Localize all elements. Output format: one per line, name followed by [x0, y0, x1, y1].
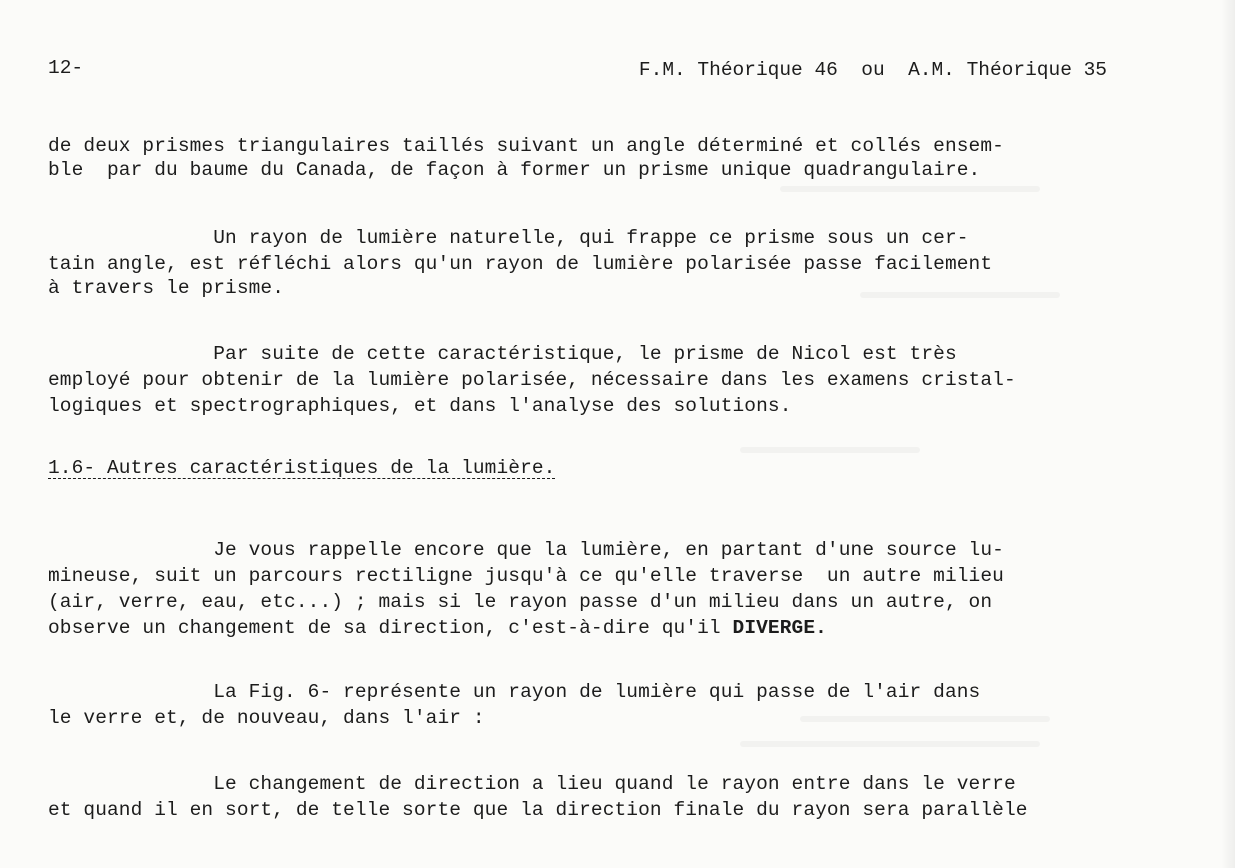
show-through-mark: [740, 447, 920, 453]
body-line: Par suite de cette caractéristique, le prisme de Nicol est très: [48, 343, 957, 365]
body-line: Le changement de direction a lieu quand le rayon entre dans le verre: [48, 773, 1016, 795]
page-number: 12-: [48, 57, 84, 79]
body-line: mineuse, suit un parcours rectiligne jusqu'à ce qu'elle traverse un autre milieu: [48, 565, 1004, 587]
emphasis-diverge: DIVERGE.: [732, 617, 827, 639]
body-line: et quand il en sort, de telle sorte que la direction finale du rayon sera parallèle: [48, 799, 1028, 821]
body-line: [48, 616, 827, 640]
show-through-mark: [800, 716, 1050, 722]
running-title: F.M. Théorique 46 ou A.M. Théorique 35: [638, 59, 1107, 81]
body-line: (air, verre, eau, etc...) ; mais si le rayon passe d'un milieu dans un autre, on: [48, 591, 993, 613]
show-through-mark: [780, 186, 1040, 192]
body-line: La Fig. 6- représente un rayon de lumière qui passe de l'air dans: [48, 681, 981, 703]
body-line: logiques et spectrographiques, et dans l'analyse des solutions.: [48, 395, 792, 417]
body-line: tain angle, est réfléchi alors qu'un rayon de lumière polarisée passe facilement: [48, 253, 993, 275]
body-line: ble par du baume du Canada, de façon à former un prisme unique quadrangulaire.: [48, 159, 981, 181]
section-heading-text: 1.6- Autres caractéristiques de la lumière.: [48, 457, 556, 479]
body-line: à travers le prisme.: [48, 277, 285, 299]
body-line: le verre et, de nouveau, dans l'air :: [48, 707, 485, 729]
body-line: employé pour obtenir de la lumière polarisée, nécessaire dans les examens cristal-: [48, 369, 1016, 391]
show-through-mark: [860, 292, 1060, 298]
show-through-mark: [740, 741, 1040, 747]
body-line: Je vous rappelle encore que la lumière, en partant d'une source lu-: [48, 539, 1004, 561]
body-line: de deux prismes triangulaires taillés suivant un angle déterminé et collés ensem-: [48, 135, 1004, 157]
page-edge-shadow: [1221, 0, 1235, 868]
body-line-text: observe un changement de sa direction, c'est-à-dire qu'il: [48, 617, 733, 639]
body-line: Un rayon de lumière naturelle, qui frappe ce prisme sous un cer-: [48, 227, 969, 249]
section-heading: [48, 456, 555, 480]
